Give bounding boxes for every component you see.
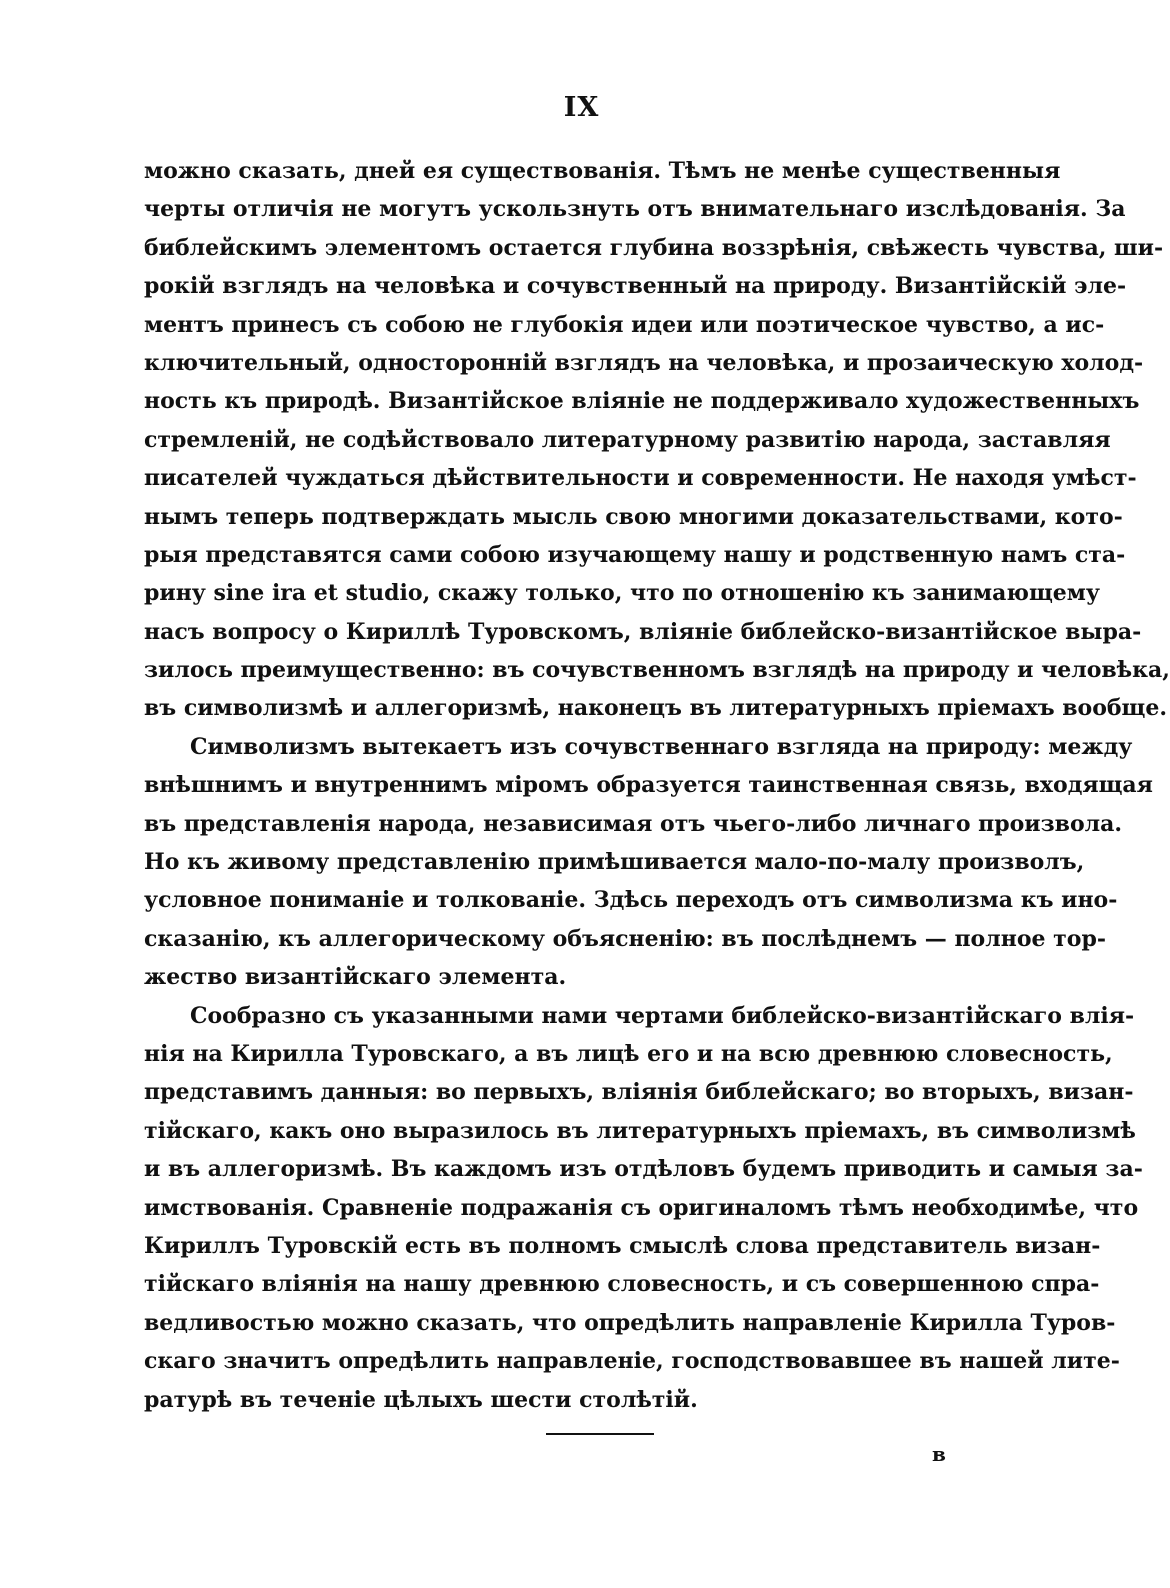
text-line: Кириллъ Туровскій есть въ полномъ смыслѣ слова представитель визан- [144, 1232, 1101, 1259]
page-number: IX [563, 92, 600, 123]
text-line: стремленій, не содѣйствовало литературному развитію народа, заставляя [144, 426, 1111, 453]
signature-mark: в [932, 1442, 946, 1466]
text-line: ментъ принесъ съ собою не глубокія идеи или поэтическое чувство, а ис- [144, 311, 1105, 338]
text-line: ность къ природѣ. Византійское вліяніе не поддерживало художественныхъ [144, 388, 1140, 415]
paragraph [144, 997, 1143, 1419]
text-line: сказанію, къ аллегорическому объясненію: въ послѣднемъ — полное тор- [144, 925, 1106, 952]
text-line: зилось преимущественно: въ сочувственномъ взглядѣ на природу и человѣка, [144, 657, 1170, 684]
text-line: представимъ данныя: во первыхъ, вліянія библейскаго; во вторыхъ, визан- [144, 1079, 1134, 1106]
text-line: ведливостью можно сказать, что опредѣлить направленіе Кирилла Туров- [144, 1309, 1116, 1336]
text-line: ратурѣ въ теченіе цѣлыхъ шести столѣтій. [144, 1386, 698, 1413]
text-line: въ представленія народа, независимая отъ чьего-либо личнаго произвола. [144, 810, 1123, 837]
text-line: рокій взглядъ на человѣка и сочувственный на природу. Византійскій эле- [144, 273, 1127, 300]
section-end-rule [546, 1433, 654, 1435]
text-line: тійскаго вліянія на нашу древнюю словесность, и съ совершенною спра- [144, 1271, 1100, 1298]
text-line: скаго значитъ опредѣлить направленіе, господствовавшее въ нашей лите- [144, 1348, 1120, 1375]
text-line: внѣшнимъ и внутреннимъ міромъ образуется таинственная связь, входящая [144, 772, 1153, 799]
text-line: и въ аллегоризмѣ. Въ каждомъ изъ отдѣловъ будемъ приводить и самыя за- [144, 1156, 1143, 1183]
text-line: библейскимъ элементомъ остается глубина воззрѣнія, свѣжесть чувства, ши- [144, 234, 1164, 261]
text-line: имствованія. Сравненіе подражанія съ оригиналомъ тѣмъ необходимѣе, что [144, 1194, 1139, 1221]
text-line: нія на Кирилла Туровскаго, а въ лицѣ его и на всю древнюю словесность, [144, 1040, 1113, 1067]
text-line: черты отличія не могутъ ускользнуть отъ внимательнаго изслѣдованія. За [144, 196, 1126, 223]
text-line: въ символизмѣ и аллегоризмѣ, наконецъ въ литературныхъ пріемахъ вообще. [144, 695, 1168, 722]
text-line: можно сказать, дней ея существованія. Тѣмъ не менѣе существенныя [144, 158, 1061, 184]
text-line: насъ вопросу о Кириллѣ Туровскомъ, вліяніе библейско-византійское выра- [144, 618, 1142, 645]
text-line: Символизмъ вытекаетъ изъ сочувственнаго взгляда на природу: между [190, 733, 1133, 760]
text-line: рину sine ira et studio, скажу только, что по отношенію къ занимающему [144, 580, 1100, 607]
text-line: нымъ теперь подтверждать мысль свою многими доказательствами, кото- [144, 503, 1123, 530]
text-line: условное пониманіе и толкованіе. Здѣсь переходъ отъ символизма къ ино- [144, 887, 1118, 914]
text-line: жество византійскаго элемента. [144, 964, 567, 991]
text-line: ключительный, односторонній взглядъ на человѣка, и прозаическую холод- [144, 349, 1144, 376]
paragraph [144, 152, 1170, 728]
text-line: писателей чуждаться дѣйствительности и современности. Не находя умѣст- [144, 465, 1137, 492]
paragraph [144, 728, 1153, 997]
text-block [144, 152, 1170, 1419]
text-line: Но къ живому представленію примѣшивается мало-по-малу произволъ, [144, 849, 1085, 876]
text-line: Сообразно съ указанными нами чертами библейско-византійскаго влія- [190, 1002, 1135, 1029]
text-line: рыя представятся сами собою изучающему нашу и родственную намъ ста- [144, 541, 1126, 568]
text-line: тійскаго, какъ оно выразилось въ литературныхъ пріемахъ, въ символизмѣ [144, 1117, 1136, 1144]
